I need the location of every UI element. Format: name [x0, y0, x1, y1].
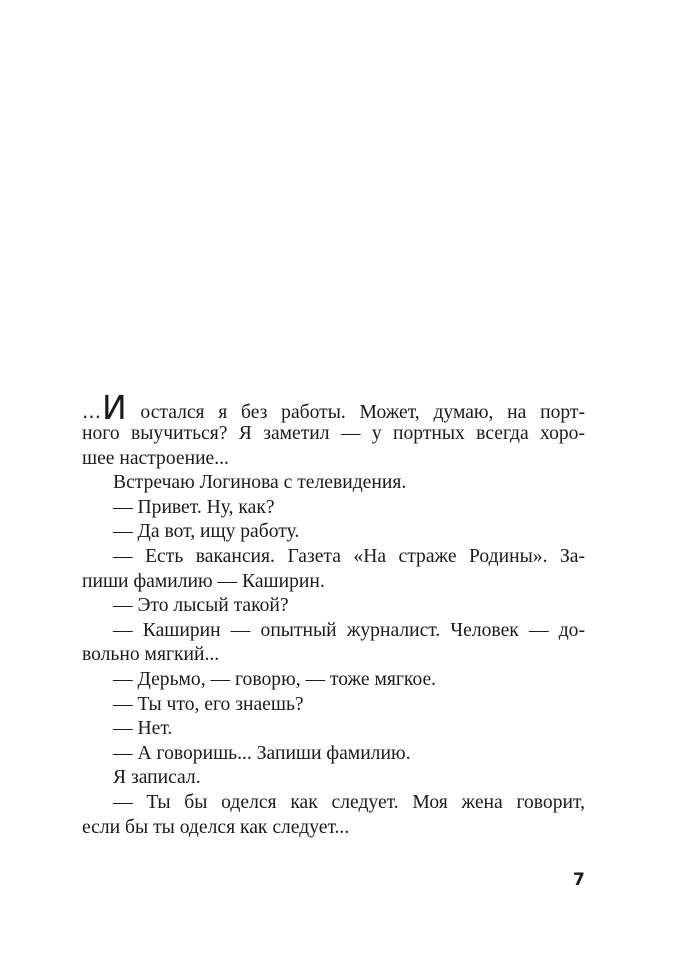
- paragraph-12-line-2: если бы ты оделся как следует...: [82, 816, 350, 838]
- drop-cap: И: [102, 388, 127, 427]
- paragraph-4-line-1: — Есть вакансия. Газета «На страже Родины». За-: [113, 545, 585, 567]
- paragraph-6-line-1: — Каширин — опытный журналист. Человек — до-: [113, 619, 585, 641]
- page-number: 7: [573, 870, 585, 890]
- opening-ellipsis: …: [82, 401, 102, 423]
- paragraph-1-line-1: Встречаю Логинова с телевидения.: [113, 472, 407, 494]
- opening-line-2: ного выучиться? Я заметил — у портных всегда хоро-: [82, 423, 585, 444]
- paragraph-4-line-2: пиши фамилию — Каширин.: [82, 570, 325, 592]
- paragraph-11-line-1: Я записал.: [113, 767, 201, 789]
- paragraph-12-line-1: — Ты бы оделся как следует. Моя жена говорит,: [113, 791, 585, 813]
- paragraph-10-line-1: — А говоришь... Запиши фамилию.: [113, 742, 411, 764]
- opening-line-1: [82, 388, 585, 427]
- paragraph-8-line-1: — Ты что, его знаешь?: [113, 693, 304, 715]
- paragraph-5-line-1: — Это лысый такой?: [113, 595, 289, 617]
- paragraph-9-line-1: — Нет.: [113, 718, 173, 740]
- paragraph-2-line-1: — Привет. Ну, как?: [113, 496, 275, 518]
- opening-line-1-text: остался я без работы. Может, думаю, на порт-: [126, 402, 585, 423]
- paragraph-3-line-1: — Да вот, ищу работу.: [113, 521, 300, 543]
- opening-line-3: шее настроение...: [82, 447, 229, 469]
- paragraph-6-line-2: вольно мягкий...: [82, 644, 220, 666]
- body-text: [82, 388, 585, 840]
- paragraph-7-line-1: — Дерьмо, — говорю, — тоже мягкое.: [113, 668, 437, 690]
